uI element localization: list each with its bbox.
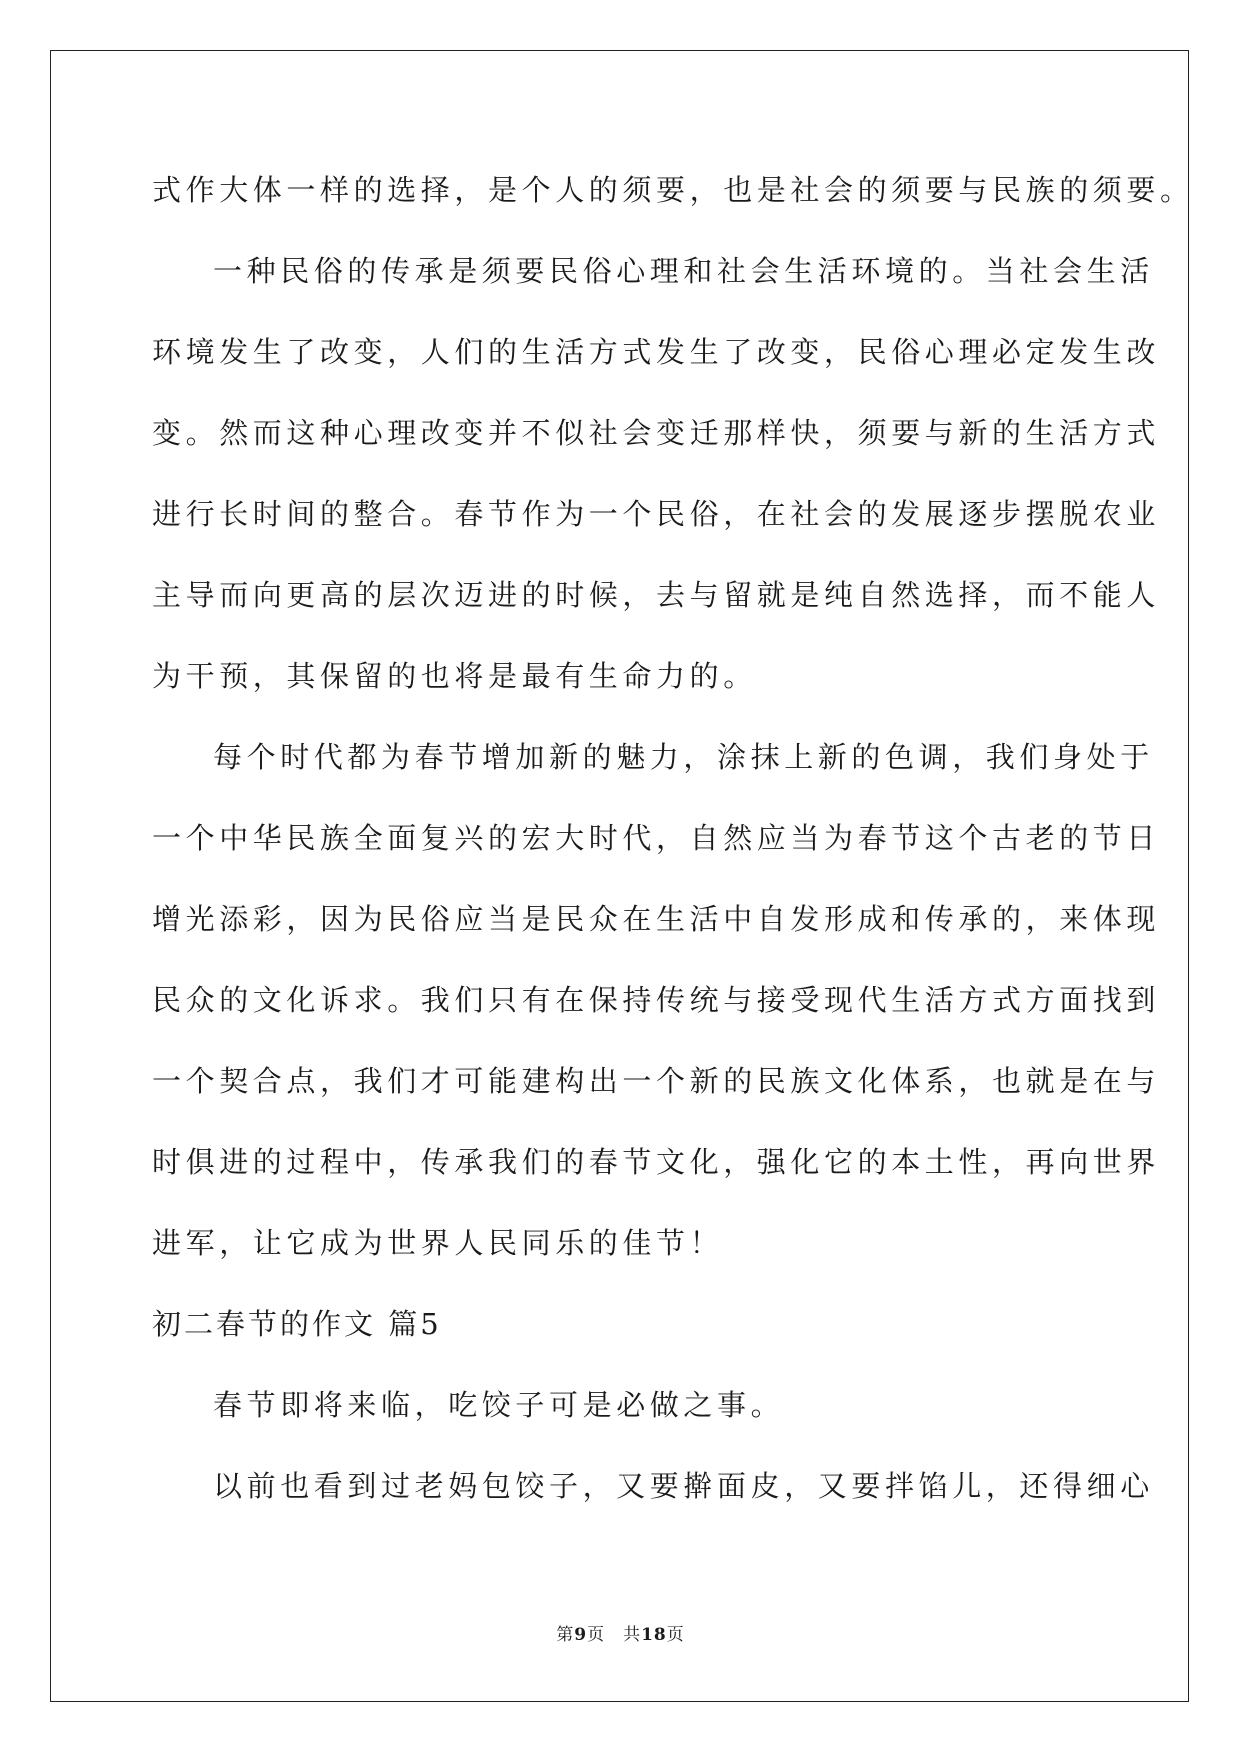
body-text-line: 增光添彩，因为民俗应当是民众在生活中自发形成和传承的，来体现 — [152, 902, 1161, 936]
body-text-line: 时俱进的过程中，传承我们的春节文化，强化它的本土性，再向世界 — [152, 1145, 1161, 1179]
body-text-line: 民众的文化诉求。我们只有在保持传统与接受现代生活方式方面找到 — [152, 983, 1161, 1017]
footer-suffix: 页 — [666, 1625, 685, 1645]
body-text-line: 变。然而这种心理改变并不似社会变迁那样快，须要与新的生活方式 — [152, 416, 1161, 450]
body-text-line: 进军，让它成为世界人民同乐的佳节！ — [152, 1226, 724, 1260]
body-text-line: 环境发生了改变，人们的生活方式发生了改变，民俗心理必定发生改 — [152, 335, 1161, 369]
body-text-line: 一个中华民族全面复兴的宏大时代，自然应当为春节这个古老的节日 — [152, 821, 1161, 855]
body-text-line: 式作大体一样的选择，是个人的须要，也是社会的须要与民族的须要。 — [152, 173, 1194, 207]
footer-mid: 页 共 — [587, 1625, 642, 1645]
body-text-line: 主导而向更高的层次迈进的时候，去与留就是纯自然选择，而不能人 — [152, 578, 1161, 612]
page-border — [50, 50, 1189, 1702]
total-pages-number: 18 — [641, 1625, 667, 1645]
paragraph-start-line: 每个时代都为春节增加新的魅力，涂抹上新的色调，我们身处于 — [213, 740, 1154, 774]
body-text-line: 为干预，其保留的也将是最有生命力的。 — [152, 659, 757, 693]
body-text-line: 进行长时间的整合。春节作为一个民俗，在社会的发展逐步摆脱农业 — [152, 497, 1161, 531]
section-heading: 初二春节的作文 篇5 — [152, 1307, 442, 1341]
page-footer — [0, 1620, 1241, 1645]
paragraph-start-line: 一种民俗的传承是须要民俗心理和社会生活环境的。当社会生活 — [213, 254, 1154, 288]
footer-prefix: 第 — [556, 1625, 575, 1645]
body-text-line: 一个契合点，我们才可能建构出一个新的民族文化体系，也就是在与 — [152, 1064, 1161, 1098]
paragraph-start-line: 以前也看到过老妈包饺子，又要擀面皮，又要拌馅儿，还得细心 — [213, 1469, 1154, 1503]
paragraph-start-line: 春节即将来临，吃饺子可是必做之事。 — [213, 1388, 785, 1422]
current-page-number: 9 — [574, 1625, 588, 1645]
